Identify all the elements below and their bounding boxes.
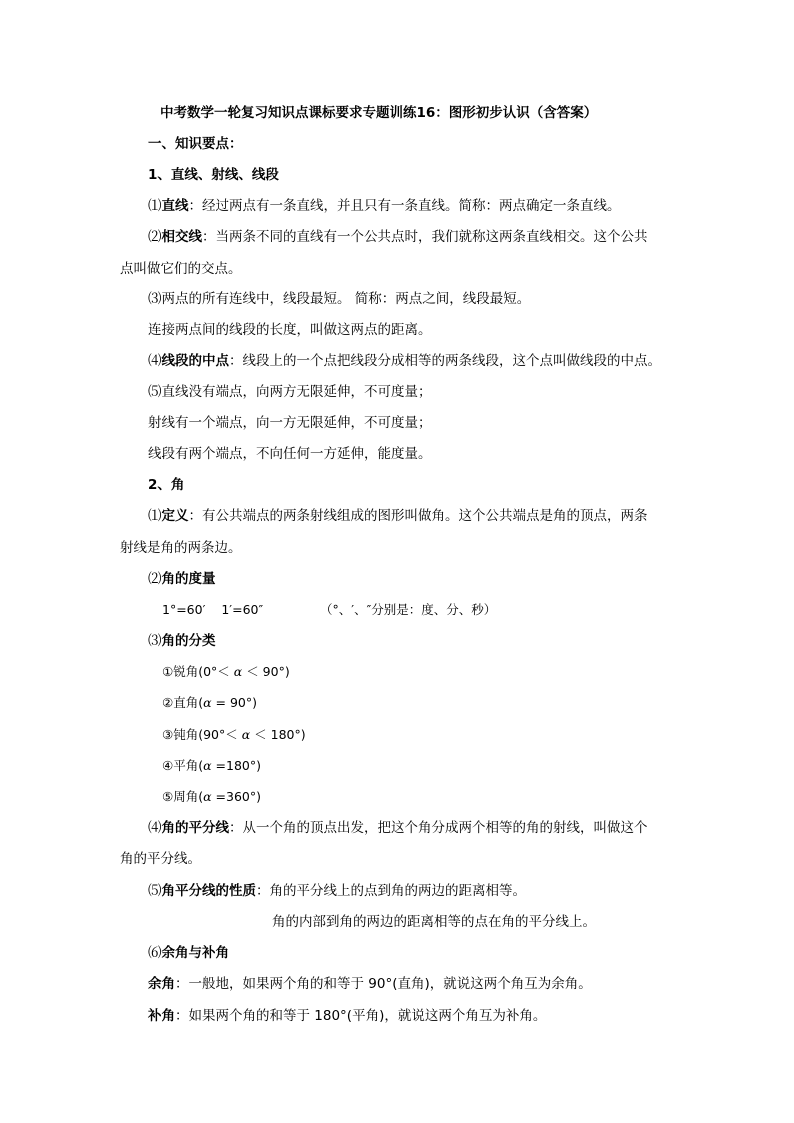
alpha-symbol: α [203, 758, 212, 773]
paragraph-intersecting-lines [148, 231, 648, 245]
term-complementary: 余角 [148, 976, 175, 992]
classification-acute: ①锐角(0°＜ α ＜ 90°) [162, 664, 290, 679]
angle-unit-note: （°、′、″分别是：度、分、秒） [320, 602, 497, 617]
paragraph-angle-definition [148, 510, 648, 524]
classification-obtuse: ③钝角(90°＜ α ＜ 180°) [162, 727, 306, 742]
definition-text: ：有公共端点的两条射线组成的图形叫做角。这个公共端点是角的顶点，两条 [188, 508, 648, 524]
term-complementary-supplementary: 余角与补角 [161, 945, 229, 961]
paragraph-continuation: 角的平分线。 [120, 851, 201, 867]
paragraph-ray-property: 射线有一个端点，向一方无限延伸，不可度量； [148, 415, 432, 431]
term-definition: 定义 [161, 508, 189, 524]
item-number: ⑷ [148, 353, 162, 369]
page-title: 中考数学一轮复习知识点课标要求专题训练16：图形初步认识（含答案） [160, 105, 598, 121]
classification-right: ②直角(α = 90°) [162, 695, 257, 710]
section-heading-knowledge: 一、知识要点： [148, 136, 243, 152]
subheading-angle: 2、角 [148, 477, 185, 493]
classification-round: ⑤周角(α =360°) [162, 789, 261, 804]
paragraph-distance: 连接两点间的线段的长度，叫做这两点的距离。 [148, 322, 432, 338]
paragraph-bisector-converse: 角的内部到角的两边的距离相等的点在角的平分线上。 [272, 914, 596, 930]
subheading-lines: 1、直线、射线、线段 [148, 167, 279, 183]
paragraph-continuation: 点叫做它们的交点。 [120, 261, 242, 277]
paragraph-angle-classification [148, 635, 216, 649]
paragraph-straight-line [148, 200, 621, 214]
paragraph-bisector-property [148, 885, 526, 899]
definition-text: ：从一个角的顶点出发，把这个角分成两个相等的角的射线，叫做这个 [229, 820, 648, 836]
item-number: ⑶ [148, 633, 162, 649]
alpha-symbol: α [233, 664, 243, 679]
item-number: ⑸ [148, 883, 162, 899]
paragraph-angle-measure [148, 573, 216, 587]
term-bisector-property: 角平分线的性质 [161, 883, 256, 899]
definition-text: ：角的平分线上的点到角的两边的距离相等。 [256, 883, 526, 899]
paragraph-continuation: 射线是角的两条边。 [120, 540, 242, 556]
term-straight-line: 直线 [161, 198, 189, 214]
item-number: ⑵ [148, 229, 162, 245]
paragraph-midpoint [148, 355, 661, 369]
alpha-symbol: α [203, 789, 212, 804]
definition-text: ：当两条不同的直线有一个公共点时，我们就称这两条直线相交。这个公共 [202, 229, 648, 245]
item-number: ⑷ [148, 820, 162, 836]
paragraph-segment-property: 线段有两个端点，不向任何一方延伸，能度量。 [148, 446, 432, 462]
item-number: ⑴ [148, 198, 162, 214]
paragraph-line-property: ⑸直线没有端点，向两方无限延伸，不可度量； [148, 384, 432, 400]
term-angle-classification: 角的分类 [161, 633, 216, 649]
angle-unit-conversion: 1°=60′ 1′=60″ [162, 602, 264, 617]
paragraph-angle-bisector [148, 822, 648, 836]
paragraph-complementary-supplementary [148, 947, 229, 961]
item-number: ⑴ [148, 508, 162, 524]
classification-straight: ④平角(α =180°) [162, 758, 261, 773]
definition-text: ：线段上的一个点把线段分成相等的两条线段，这个点叫做线段的中点。 [229, 353, 661, 369]
item-number: ⑹ [148, 945, 162, 961]
paragraph-shortest-segment: ⑶两点的所有连线中，线段最短。 简称：两点之间，线段最短。 [148, 291, 531, 307]
term-supplementary: 补角 [148, 1008, 175, 1024]
paragraph-complementary [148, 978, 592, 992]
term-midpoint: 线段的中点 [161, 353, 229, 369]
item-number: ⑵ [148, 571, 162, 587]
definition-text: ：一般地，如果两个角的和等于 90°(直角)，就说这两个角互为余角。 [175, 976, 592, 992]
alpha-symbol: α [203, 695, 212, 710]
paragraph-supplementary [148, 1010, 546, 1024]
term-intersecting-lines: 相交线 [161, 229, 202, 245]
alpha-symbol: α [241, 727, 251, 742]
term-angle-bisector: 角的平分线 [161, 820, 229, 836]
term-angle-measure: 角的度量 [161, 571, 216, 587]
definition-text: ：如果两个角的和等于 180°(平角)，就说这两个角互为补角。 [175, 1008, 547, 1024]
definition-text: ：经过两点有一条直线，并且只有一条直线。简称：两点确定一条直线。 [188, 198, 621, 214]
